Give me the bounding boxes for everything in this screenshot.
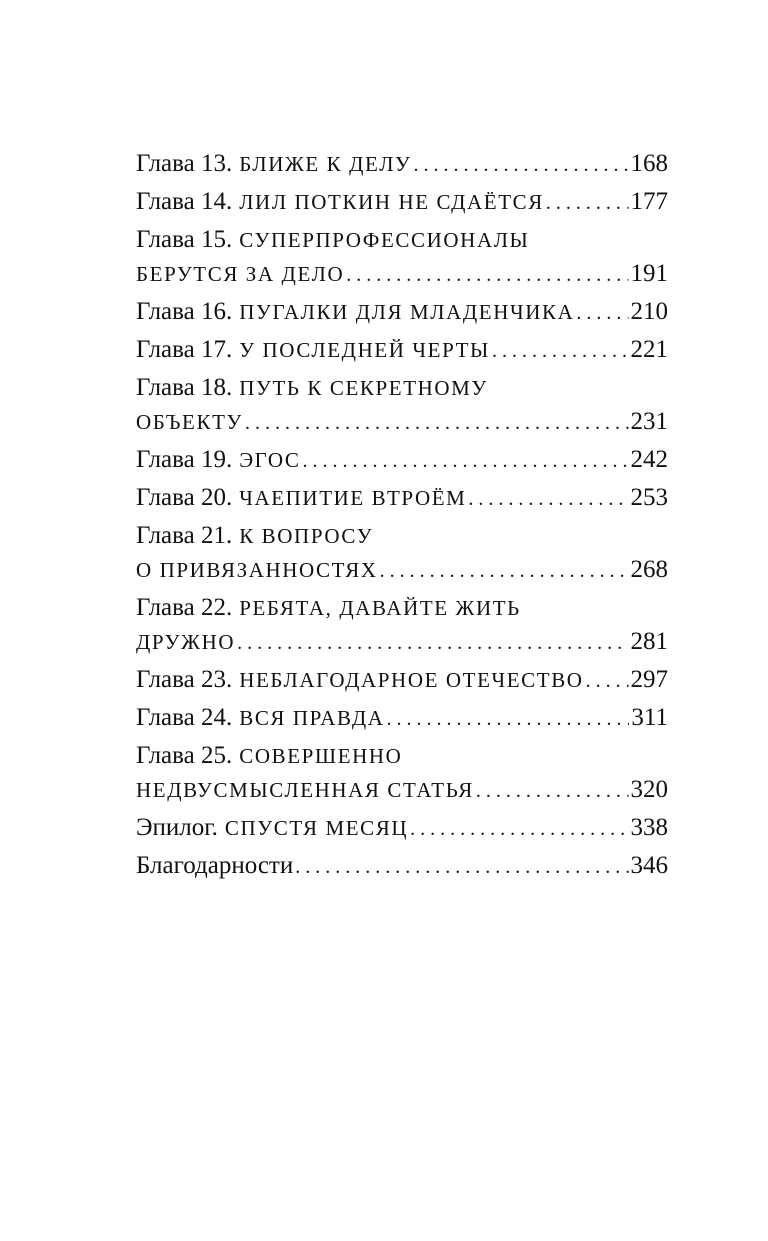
toc-entry-prefix: Глава 14. xyxy=(136,188,233,215)
toc-entry-prefix: Глава 25. xyxy=(136,742,233,769)
toc-entry-line xyxy=(136,848,668,884)
dot-leader xyxy=(346,257,628,293)
toc-entry-title: СПУСТЯ МЕСЯЦ xyxy=(224,816,409,840)
toc-entry[interactable] xyxy=(136,810,668,846)
toc-entry-line xyxy=(136,222,668,256)
dot-leader xyxy=(546,185,629,221)
toc-page-number: 242 xyxy=(630,446,668,473)
toc-entry-prefix: Глава 16. xyxy=(136,298,233,325)
toc-entry[interactable] xyxy=(136,146,668,182)
toc-entry-prefix: Глава 15. xyxy=(136,226,233,253)
toc-entry-line xyxy=(136,404,668,440)
toc-entry-prefix: Глава 18. xyxy=(136,374,233,401)
toc-entry-title: БЛИЖЕ К ДЕЛУ xyxy=(239,152,412,176)
toc-entry[interactable] xyxy=(136,662,668,698)
toc-page-number: 281 xyxy=(630,628,668,655)
toc-entry-title: НЕБЛАГОДАРНОЕ ОТЕЧЕСТВО xyxy=(239,668,584,692)
toc-entry-title: БЕРУТСЯ ЗА ДЕЛО xyxy=(136,262,345,286)
toc-entry-prefix: Благодарности xyxy=(136,852,294,879)
toc-entry-line xyxy=(136,662,668,698)
toc-entry-title: ПУГАЛКИ ДЛЯ МЛАДЕНЧИКА xyxy=(239,300,575,324)
toc-entry[interactable] xyxy=(136,590,668,660)
toc-entry-line xyxy=(136,700,668,736)
table-of-contents xyxy=(136,146,668,886)
toc-entry[interactable] xyxy=(136,480,668,516)
toc-entry[interactable] xyxy=(136,370,668,440)
toc-entry[interactable] xyxy=(136,294,668,330)
toc-entry-title: СУПЕРПРОФЕССИОНАЛЫ xyxy=(239,228,530,252)
toc-entry-prefix: Глава 20. xyxy=(136,484,233,511)
dot-leader xyxy=(576,295,628,331)
dot-leader xyxy=(414,147,629,183)
toc-entry-title: К ВОПРОСУ xyxy=(239,524,374,548)
toc-entry-line xyxy=(136,332,668,368)
toc-entry-line xyxy=(136,294,668,330)
toc-entry-line xyxy=(136,480,668,516)
toc-entry-prefix: Эпилог. xyxy=(136,814,218,841)
toc-page-number: 320 xyxy=(630,776,668,803)
toc-entry-prefix: Глава 13. xyxy=(136,150,233,177)
toc-entry-title: РЕБЯТА, ДАВАЙТЕ ЖИТЬ xyxy=(239,596,521,620)
toc-entry-line xyxy=(136,552,668,588)
toc-page-number: 177 xyxy=(630,188,668,215)
toc-entry-line xyxy=(136,810,668,846)
toc-entry-prefix: Глава 17. xyxy=(136,336,233,363)
toc-entry-title: У ПОСЛЕДНЕЙ ЧЕРТЫ xyxy=(239,338,490,362)
toc-page-number: 297 xyxy=(630,666,668,693)
toc-entry-line xyxy=(136,772,668,808)
toc-entry-title: ДРУЖНО xyxy=(136,630,236,654)
toc-page-number: 311 xyxy=(631,704,668,731)
toc-entry-title: НЕДВУСМЫСЛЕННАЯ СТАТЬЯ xyxy=(136,778,474,802)
toc-entry[interactable] xyxy=(136,848,668,884)
dot-leader xyxy=(492,333,629,369)
toc-entry-title: ОБЪЕКТУ xyxy=(136,410,243,434)
toc-entry-prefix: Глава 21. xyxy=(136,522,233,549)
toc-entry-title: ВСЯ ПРАВДА xyxy=(239,706,385,730)
toc-entry-line xyxy=(136,370,668,404)
toc-entry-line xyxy=(136,590,668,624)
dot-leader xyxy=(303,443,629,479)
dot-leader xyxy=(245,405,629,441)
toc-entry-title: ЛИЛ ПОТКИН НЕ СДАЁТСЯ xyxy=(239,190,544,214)
toc-page-number: 168 xyxy=(630,150,668,177)
toc-entry-line xyxy=(136,624,668,660)
toc-entry-prefix: Глава 23. xyxy=(136,666,233,693)
toc-page-number: 210 xyxy=(630,298,668,325)
dot-leader xyxy=(476,773,629,809)
dot-leader xyxy=(295,849,628,885)
dot-leader xyxy=(387,701,630,737)
toc-entry-line xyxy=(136,442,668,478)
toc-entry-title: ПУТЬ К СЕКРЕТНОМУ xyxy=(239,376,488,400)
toc-page-number: 253 xyxy=(630,484,668,511)
toc-entry-prefix: Глава 19. xyxy=(136,446,233,473)
toc-page-number: 268 xyxy=(630,556,668,583)
toc-entry[interactable] xyxy=(136,738,668,808)
toc-entry-title: ЭГОС xyxy=(239,448,301,472)
toc-page-number: 191 xyxy=(630,260,668,287)
toc-entry[interactable] xyxy=(136,184,668,220)
toc-entry[interactable] xyxy=(136,332,668,368)
toc-entry[interactable] xyxy=(136,700,668,736)
toc-entry-prefix: Глава 22. xyxy=(136,594,233,621)
toc-entry-prefix: Глава 24. xyxy=(136,704,233,731)
dot-leader xyxy=(410,811,628,847)
toc-page-number: 346 xyxy=(630,852,668,879)
toc-entry[interactable] xyxy=(136,442,668,478)
toc-entry[interactable] xyxy=(136,222,668,292)
toc-entry-title: О ПРИВЯЗАННОСТЯХ xyxy=(136,558,378,582)
toc-entry-line xyxy=(136,518,668,552)
dot-leader xyxy=(468,481,628,517)
toc-page-number: 221 xyxy=(630,336,668,363)
toc-entry-line xyxy=(136,146,668,182)
toc-page-number: 231 xyxy=(630,408,668,435)
toc-entry-title: ЧАЕПИТИЕ ВТРОЁМ xyxy=(239,486,467,510)
toc-entry-line xyxy=(136,184,668,220)
toc-page-number: 338 xyxy=(630,814,668,841)
toc-entry-line xyxy=(136,256,668,292)
toc-entry-line xyxy=(136,738,668,772)
toc-entry[interactable] xyxy=(136,518,668,588)
toc-entry-title: СОВЕРШЕННО xyxy=(239,744,403,768)
dot-leader xyxy=(237,625,628,661)
dot-leader xyxy=(586,663,629,699)
dot-leader xyxy=(380,553,629,589)
